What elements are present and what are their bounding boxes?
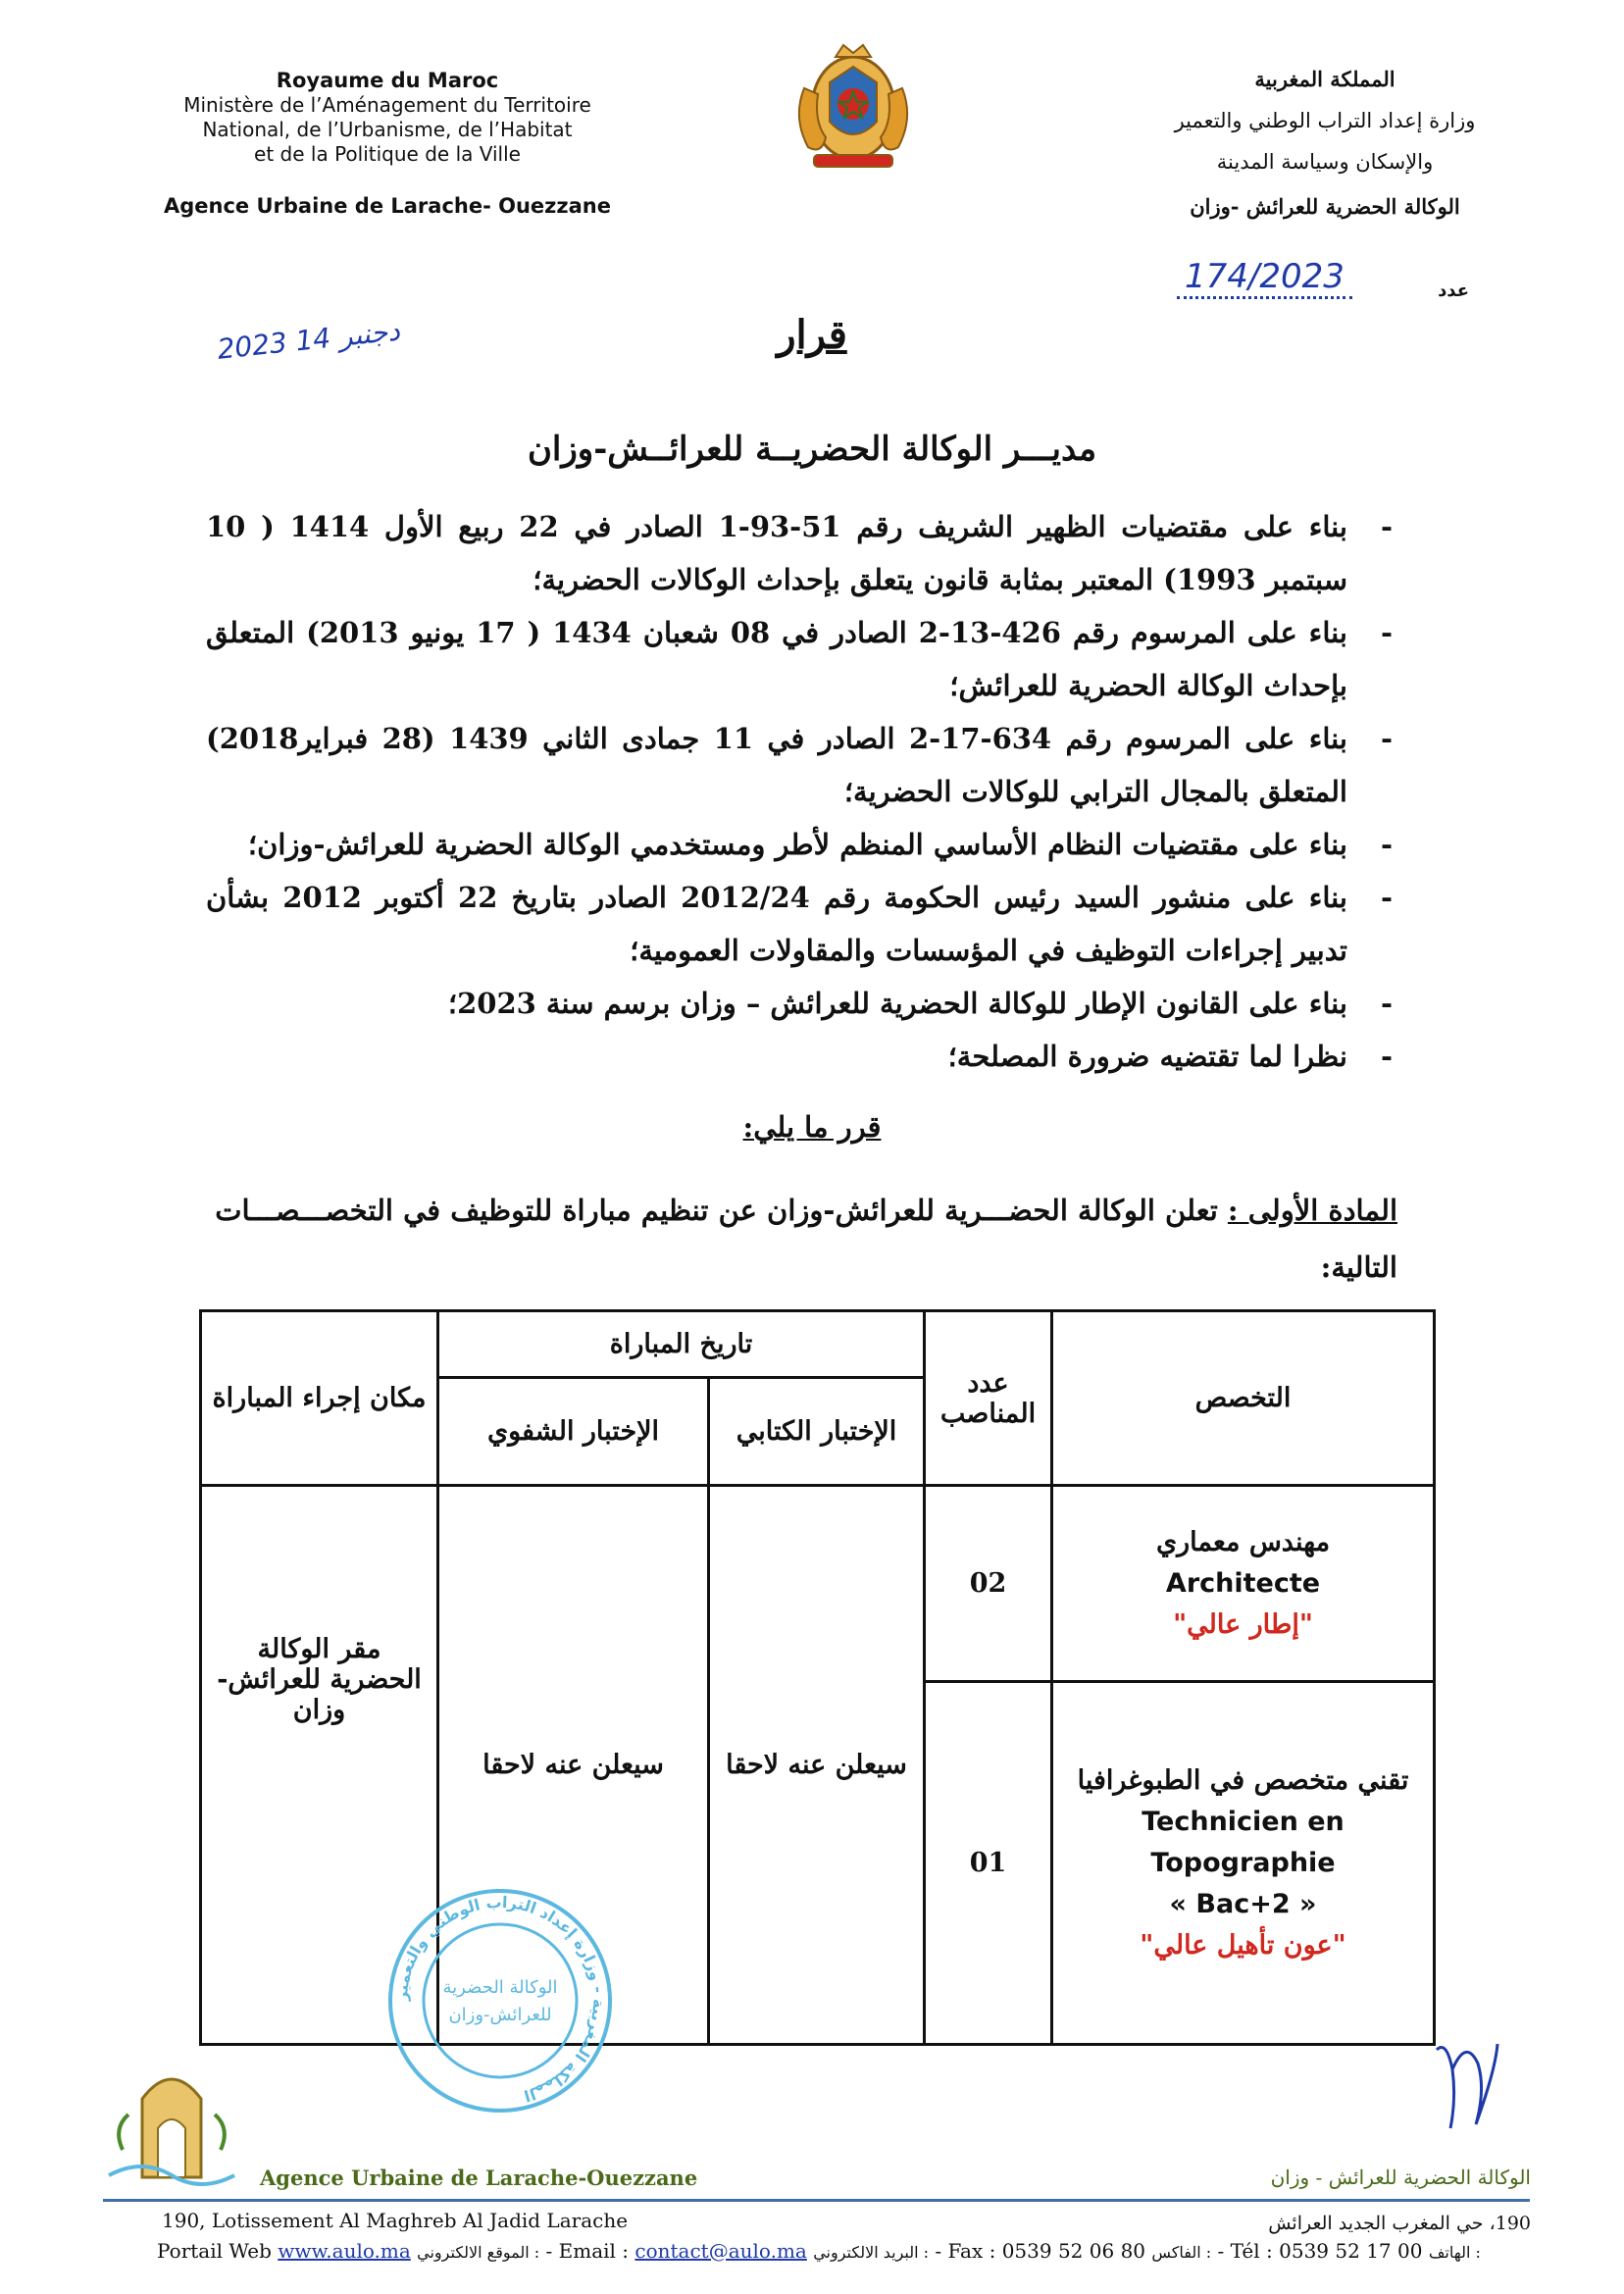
agency-ar: الوكالة الحضرية للعرائش -وزان bbox=[1190, 194, 1460, 219]
article-1-label: المادة الأولى : bbox=[1227, 1194, 1397, 1227]
preamble bbox=[206, 500, 1393, 1083]
email-link[interactable]: contact@aulo.ma bbox=[634, 2239, 807, 2263]
decision-heading: قرر ما يلي: bbox=[742, 1110, 882, 1144]
article-1 bbox=[201, 1182, 1397, 1296]
specialty-level: « Bac+2 » bbox=[1169, 1888, 1317, 1919]
tel-label: - Tél : bbox=[1217, 2239, 1273, 2263]
stamp-center-line-2: للعرائش-وزان bbox=[448, 2005, 552, 2025]
specialty-grade: "عون تأهيل عالي" bbox=[1140, 1929, 1346, 1961]
header-french bbox=[137, 69, 637, 219]
tel-number: 0539 52 17 00 bbox=[1279, 2239, 1423, 2263]
footer-agency-ar: الوكالة الحضرية للعرائش - وزان bbox=[1270, 2166, 1531, 2189]
fax-label-ar: : الفاكس bbox=[1151, 2243, 1212, 2262]
stamp-ring-text: المملكة المغربية - وزارة إعداد التراب الوطني والتعمير bbox=[391, 1892, 609, 2106]
official-stamp bbox=[382, 1883, 618, 2118]
location-cell: مقر الوكالة الحضرية للعرائش-وزان bbox=[201, 1486, 438, 2045]
page-subtitle: مديـــر الوكالة الحضريــة للعرائــش-وزان bbox=[527, 430, 1097, 469]
header-location: مكان إجراء المباراة bbox=[201, 1311, 438, 1486]
preamble-item: - بناء على منشور السيد رئيس الحكومة رقم 2012/24 الصادر بتاريخ 22 أكتوبر 2012 بشأن تدبير إجراءات التوظيف في المؤسسات والمقاولات العمومية؛ bbox=[206, 871, 1393, 977]
header-positions: عدد المناصب bbox=[925, 1311, 1052, 1486]
kingdom-ar: المملكة المغربية bbox=[1254, 67, 1396, 91]
oral-exam-cell: سيعلن عنه لاحقا bbox=[438, 1486, 709, 2045]
coat-of-arms-icon bbox=[775, 39, 932, 177]
footer-address-fr: 190, Lotissement Al Maghreb Al Jadid Larache bbox=[162, 2209, 629, 2232]
specialty-ar: مهندس معماري bbox=[1155, 1526, 1331, 1557]
email-label-ar: : البريد الالكتروني bbox=[813, 2243, 930, 2262]
date-stamp: 2023 دجنبر 14 bbox=[216, 314, 402, 366]
reference-label: عدد bbox=[1438, 280, 1469, 301]
reference-number bbox=[1167, 257, 1481, 306]
table-row bbox=[201, 1486, 1435, 1682]
kingdom-fr: Royaume du Maroc bbox=[276, 69, 499, 92]
preamble-item: - بناء على المرسوم رقم 426-13-2 الصادر في 08 شعبان 1434 ( 17 يونيو 2013) المتعلق بإحداث الوكالة الحضرية للعرائش؛ bbox=[206, 606, 1393, 712]
written-exam-cell: سيعلن عنه لاحقا bbox=[709, 1486, 925, 2045]
ministry-fr-line-3: et de la Politique de la Ville bbox=[254, 142, 521, 166]
website-link[interactable]: www.aulo.ma bbox=[278, 2239, 411, 2263]
fax-label: - Fax : bbox=[935, 2239, 996, 2263]
specialty-ar: تقني متخصص في الطبوغرافيا bbox=[1077, 1764, 1409, 1796]
stamp-center-line-1: الوكالة الحضرية bbox=[442, 1977, 558, 1998]
footer-agency-fr: Agence Urbaine de Larache-Ouezzane bbox=[260, 2166, 698, 2190]
positions-cell: 01 bbox=[925, 1682, 1052, 2045]
specialty-fr: Architecte bbox=[1165, 1567, 1321, 1599]
ministry-ar-line-1: وزارة إعداد التراب الوطني والتعمير bbox=[1174, 109, 1476, 132]
header-arabic bbox=[1119, 59, 1531, 228]
footer-address-ar: 190، حي المغرب الجديد العرائش bbox=[1268, 2213, 1531, 2234]
specialty-fr: Technicien en Topographie bbox=[1142, 1806, 1345, 1878]
header-exam-date: تاريخ المباراة bbox=[438, 1311, 925, 1378]
page-title: قرار bbox=[777, 312, 847, 358]
header-oral: الإختبار الشفوي bbox=[438, 1378, 709, 1486]
ministry-fr-line-2: National, de l’Urbanisme, de l’Habitat bbox=[202, 118, 573, 141]
specialty-cell bbox=[1052, 1486, 1435, 1682]
preamble-item: - بناء على القانون الإطار للوكالة الحضرية للعرائش – وزان برسم سنة 2023؛ bbox=[206, 977, 1393, 1030]
agency-fr: Agence Urbaine de Larache- Ouezzane bbox=[164, 194, 611, 218]
reference-value: 174/2023 bbox=[1177, 257, 1352, 299]
agency-logo-icon bbox=[103, 2060, 240, 2197]
preamble-item: - بناء على المرسوم رقم 634-17-2 الصادر في 11 جمادى الثاني 1439 (28 فبراير2018) المتعلق بالمجال الترابي للوكالات الحضرية؛ bbox=[206, 712, 1393, 818]
specialty-cell bbox=[1052, 1682, 1435, 2045]
specialty-grade: "إطار عالي" bbox=[1173, 1608, 1313, 1640]
website-label-ar: : الموقع الالكتروني bbox=[417, 2243, 540, 2262]
ministry-ar-line-2: والإسكان وسياسة المدينة bbox=[1216, 150, 1434, 174]
email-label: - Email : bbox=[545, 2239, 630, 2263]
preamble-item: - بناء على مقتضيات الظهير الشريف رقم 51-93-1 الصادر في 22 ربيع الأول 1414 ( 10 سبتمبر 1993) المعتبر بمثابة قانون يتعلق بإحداث الوكالات الحضرية؛ bbox=[206, 500, 1393, 606]
header-written: الإختبار الكتابي bbox=[709, 1378, 925, 1486]
positions-cell: 02 bbox=[925, 1486, 1052, 1682]
ministry-fr-line-1: Ministère de l’Aménagement du Territoire bbox=[183, 93, 591, 117]
fax-number: 0539 52 06 80 bbox=[1001, 2239, 1146, 2263]
footer-contact bbox=[157, 2239, 1530, 2263]
preamble-item: - نظرا لما تقتضيه ضرورة المصلحة؛ bbox=[206, 1030, 1393, 1083]
header-specialty: التخصص bbox=[1052, 1311, 1435, 1486]
footer-divider bbox=[103, 2199, 1530, 2202]
article-1-text: تعلن الوكالة الحضـــرية للعرائش-وزان عن تنظيم مباراة للتوظيف في التخصـــصـــات التالية: bbox=[215, 1194, 1397, 1284]
signature bbox=[1427, 2030, 1505, 2138]
portal-label: Portail Web bbox=[157, 2239, 272, 2263]
preamble-item: - بناء على مقتضيات النظام الأساسي المنظم لأطر ومستخدمي الوكالة الحضرية للعرائش-وزان؛ bbox=[206, 818, 1393, 871]
tel-label-ar: : الهاتف bbox=[1428, 2243, 1481, 2262]
